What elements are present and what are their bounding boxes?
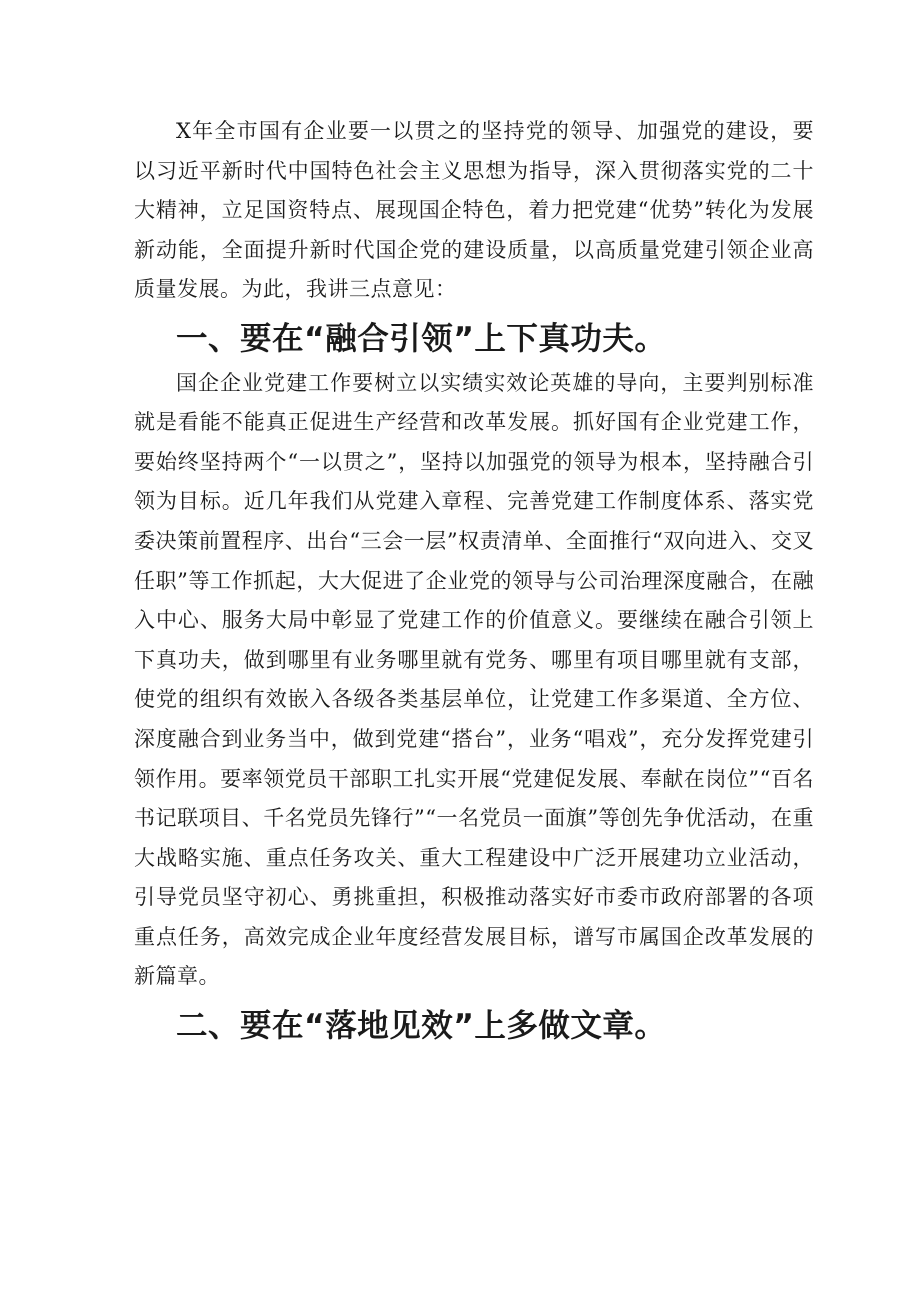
- section-1-heading: 一、要在“融合引领”上下真功夫。: [176, 320, 667, 357]
- document-page: [134, 112, 814, 1047]
- section-2-heading: 二、要在“落地见效”上多做文章。: [176, 1008, 667, 1045]
- section-1-body: 国企企业党建工作要树立以实绩实效论英雄的导向，主要判别标准就是看能不能真正促进生产经营和改革发展。抓好国有企业党建工作，要始终坚持两个“一以贯之”，坚持以加强党的领导为根本，坚持融合引领为目标。近几年我们从党建入章程、完善党建工作制度体系、落实党委决策前置程序、出台“三会一层”权责清单、全面推行“双向进入、交叉任职”等工作抓起，大大促进了企业党的领导与公司治理深度融合，在融入中心、服务大局中彰显了党建工作的价值意义。要继续在融合引领上下真功夫，做到哪里有业务哪里就有党务、哪里有项目哪里就有支部，使党的组织有效嵌入各级各类基层单位，让党建工作多渠道、全方位、深度融合到业务当中，做到党建“搭台”，业务“唱戏”，充分发挥党建引领作用。要率领党员干部职工扎实开展“党建促发展、奉献在岗位”“百名书记联项目、千名党员先锋行”“一名党员一面旗”等创先争优活动，在重大战略实施、重点任务攻关、重大工程建设中广泛开展建功立业活动，引导党员坚守初心、勇挑重担，积极推动落实好市委市政府部署的各项重点任务，高效完成企业年度经营发展目标，谱写市属国企改革发展的新篇章。: [134, 370, 814, 989]
- intro-paragraph: X年全市国有企业要一以贯之的坚持党的领导、加强党的建设，要以习近平新时代中国特色社会主义思想为指导，深入贯彻落实党的二十大精神，立足国资特点、展现国企特色，着力把党建“优势”转化为发展新动能，全面提升新时代国企党的建设质量，以高质量党建引领企业高质量发展。为此，我讲三点意见：: [134, 119, 814, 302]
